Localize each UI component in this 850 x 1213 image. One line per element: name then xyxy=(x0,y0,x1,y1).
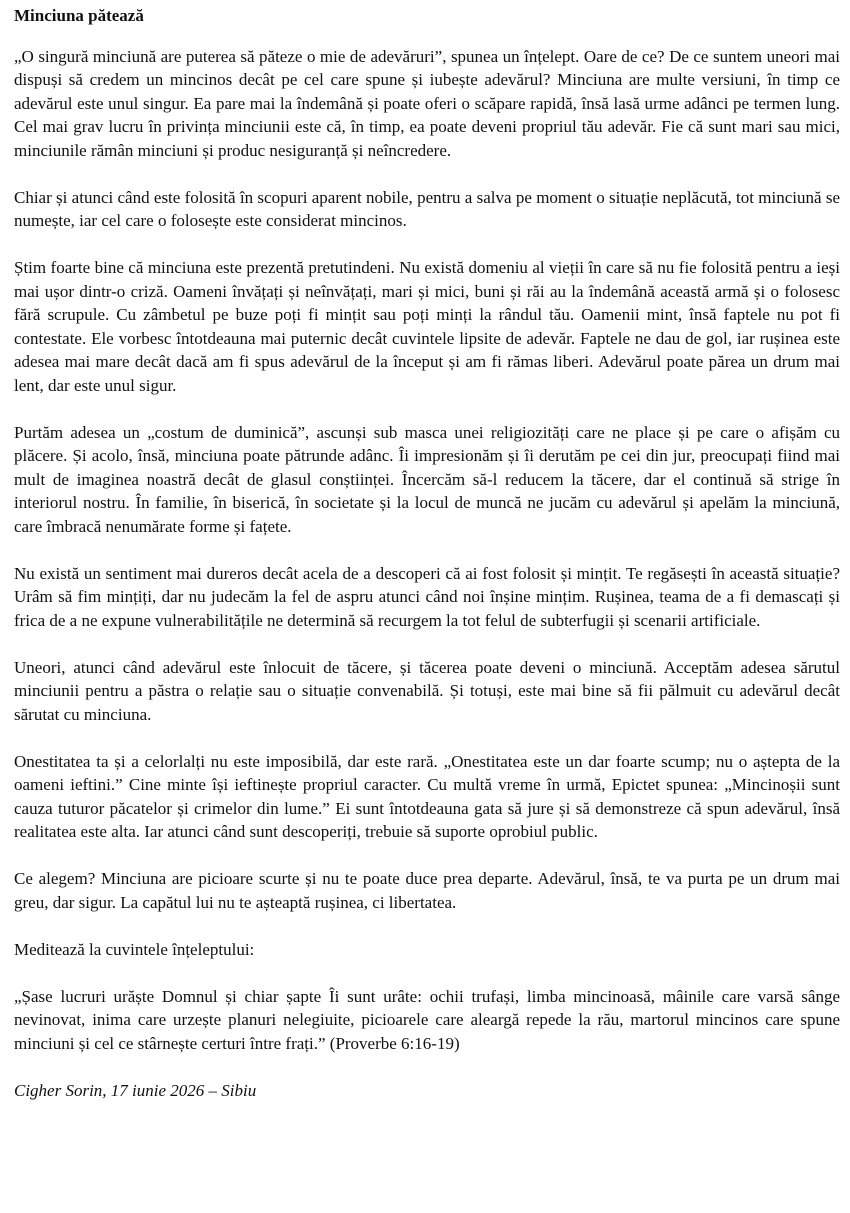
document-title: Minciuna pătează xyxy=(14,6,144,25)
paragraph-6: Uneori, atunci când adevărul este înlocuit de tăcere, și tăcerea poate deveni o minciună. Acceptăm adesea sărutul minciunii pentru a păstra o relație sau o situație convenabilă. Și totuși, este mai bine să fii pălmuit cu adevărul decât sărutat cu minciuna. xyxy=(14,657,840,724)
scripture-quote: „Șase lucruri urăște Domnul și chiar șapte Îi sunt urâte: ochii trufași, limba mincinoasă, mâinile care varsă sânge nevinovat, inima care urzește planuri nelegiuite, picioarele care aleargă repede la rău, martorul mincinos care spune minciuni și cel ce stârnește certuri între frați.” (Proverbe 6:16-19) xyxy=(14,986,840,1053)
paragraph-5: Nu există un sentiment mai dureros decât acela de a descoperi că ai fost folosit și mințit. Te regăsești în această situație? Urâm să fim mințiți, dar nu judecăm la fel de aspru atunci când noi înșine mințim. Rușinea, teama de a fi demascați și frica de a ne expune vulnerabilitățile ne determină să recurgem la tot felul de subterfugii și scenarii artificiale. xyxy=(14,563,840,630)
paragraph-4: Purtăm adesea un „costum de duminică”, ascunși sub masca unei religiozități care ne place și pe care o afișăm cu plăcere. Și acolo, însă, minciuna poate pătrunde adânc. Îi impresionăm și îi derutăm pe cei din jur, preocupați fiind mai mult de imaginea noastră decât de glasul conștiinței. Încercăm să-l reducem la tăcere, dar el continuă să strige în interiorul nostru. În familie, în biserică, în societate și la locul de muncă ne jucăm cu adevărul și apelăm la minciună, care îmbracă nenumărate forme și fațete. xyxy=(14,422,840,536)
paragraph-7: Onestitatea ta și a celorlalți nu este imposibilă, dar este rară. „Onestitatea este un dar foarte scump; nu o aștepta de la oameni ieftini.” Cine minte își ieftinește propriul caracter. Cu multă vreme în urmă, Epictet spunea: „Mincinoșii sunt cauza tuturor păcatelor și crimelor din lume.” Ei sunt întotdeauna gata să jure și să demonstreze că spun adevărul, însă realitatea este alta. Iar atunci când sunt descoperiți, trebuie să suporte oprobiul public. xyxy=(14,751,840,841)
document-page xyxy=(14,4,840,1102)
paragraph-8: Ce alegem? Minciuna are picioare scurte și nu te poate duce prea departe. Adevărul, însă, te va purta pe un drum mai greu, dar sigur. La capătul lui nu te așteaptă rușinea, ci libertatea. xyxy=(14,869,840,912)
paragraph-3: Știm foarte bine că minciuna este prezentă pretutindeni. Nu există domeniu al vieții în care să nu fie folosită pentru a ieși mai ușor dintr-o criză. Oameni învățați și neînvățați, mari și mici, buni și răi au la îndemână această armă și o folosesc fără scrupule. Cu zâmbetul pe buze poți fi mințit sau poți minți la rândul tău. Oamenii mint, însă faptele nu pot fi contestate. Ele vorbesc întotdeauna mai puternic decât cuvintele lipsite de adevăr. Faptele ne dau de gol, iar rușinea este adesea mai mare decât dacă am fi spus adevărul de la început și am fi rămas liberi. Adevărul poate părea un drum mai lent, dar este unul sigur. xyxy=(14,258,840,395)
paragraph-1: „O singură minciună are puterea să păteze o mie de adevăruri”, spunea un înțelept. Oare de ce? De ce suntem uneori mai dispuși să credem un mincinos decât pe cel care spune și iubește adevărul? Minciuna are multe versiuni, în timp ce adevărul este unul singur. Ea pare mai la îndemână și poate oferi o scăpare rapidă, însă lasă urme adânci pe termen lung. Cel mai grav lucru în privința minciunii este că, în timp, ea poate deveni propriul tău adevăr. Fie că sunt mari sau mici, minciunile rămân minciuni și produc nesiguranță și neîncredere. xyxy=(14,46,840,160)
paragraph-9: Meditează la cuvintele înțeleptului: xyxy=(14,939,255,959)
author-signature: Cigher Sorin, 17 iunie 2026 – Sibiu xyxy=(14,1080,257,1100)
paragraph-2: Chiar și atunci când este folosită în scopuri aparent nobile, pentru a salva pe moment o situație neplăcută, tot minciună se numește, iar cel care o folosește este considerat mincinos. xyxy=(14,187,840,230)
